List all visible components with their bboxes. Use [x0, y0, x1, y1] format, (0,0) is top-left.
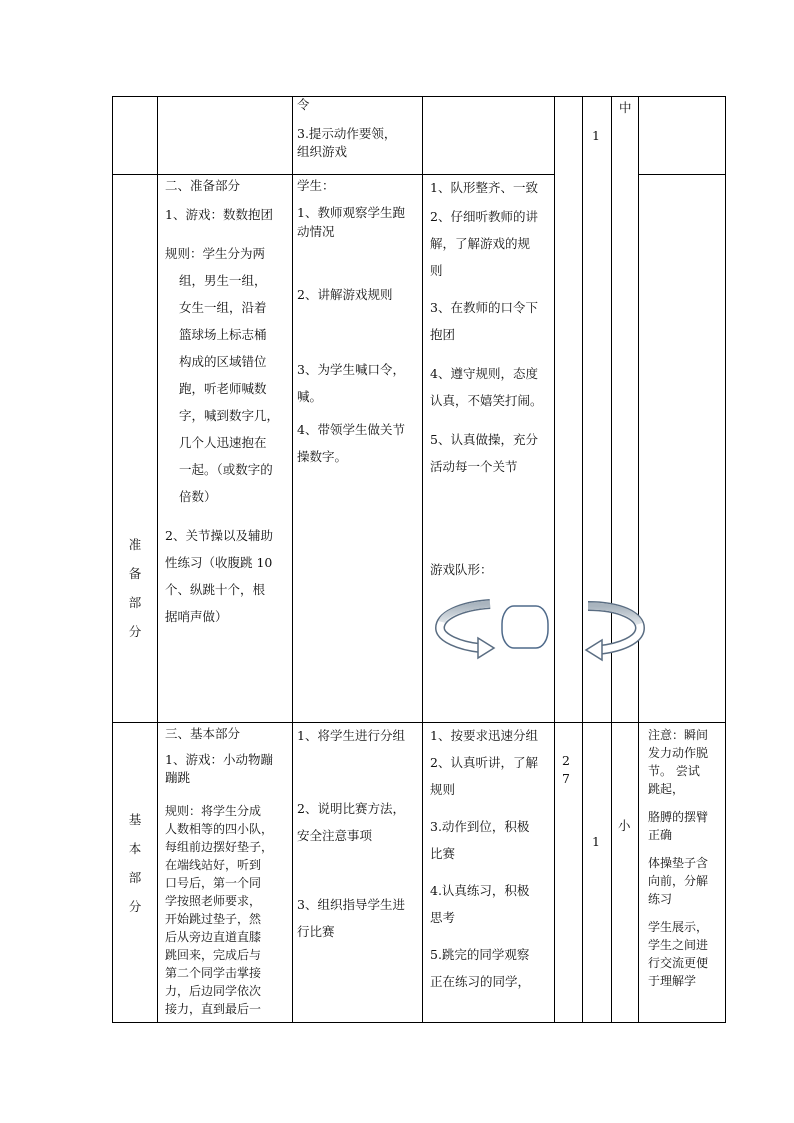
row3-time: 2 7: [562, 753, 570, 786]
circular-arrow-right-icon: [586, 606, 640, 660]
row1-content-cell: [297, 93, 419, 163]
text-line: 3.提示动作要领，: [297, 126, 397, 141]
text-line: 令: [297, 97, 310, 112]
row1-count: 1: [592, 128, 600, 143]
circular-arrow-left-icon: [440, 604, 494, 658]
text-line: 组织游戏: [297, 144, 348, 159]
row3-notes-cell: 注意：瞬间 发力动作脱 节。 尝试 跳起， 胳膊的摆臂 正确 体操垫子含 向前，分解 练习 学生展示， 学生之间进 行交流更便 于理解学: [648, 728, 709, 988]
section-label-prep: 准 备 部 分: [128, 537, 142, 639]
game-rules: 规则：将学生分成 人数相等的四小队， 每组前边摆好垫子， 在端线站好，听到 口号后，第一个同 学按照老师要求， 开始跳过垫子，然 后从旁边直道直膝 跳回来，完成后与 第二个同学击掌接 力，后边同学依次 接力，直到最后一: [165, 804, 274, 1016]
row2-student-cell: 1、队形整齐、一致 2、仔细听教师的讲 解，了解游戏的规 则 3、在教师的口令下 抱团 4、遵守规则，态度 认真，不嬉笑打闹。 5、认真做操，充分 活动每一个关节 游戏队形：: [430, 174, 554, 583]
game-title: 1、游戏：小动物蹦: [165, 752, 273, 767]
formation-box: [502, 606, 548, 648]
game-title: 1、游戏：数数抱团: [165, 207, 273, 222]
joint-exercise: 2、关节操以及辅助 性练习（收腹跳 10 个、纵跳十个，根 据哨声做）: [165, 528, 273, 624]
formation-diagram: [430, 596, 650, 668]
section-label-basic: 基 本 部 分: [128, 812, 142, 914]
game-rules: 规则：学生分为两 组，男生一组， 女生一组，沿着 篮球场上标志桶 构成的区域错位 跑，听老师喊数 字，喊到数字几， 几个人迅速抱在 一起。（或数字的 倍数）: [165, 246, 280, 504]
row3-intensity: 小: [618, 818, 631, 833]
row3-teacher-cell: 1、将学生进行分组 2、说明比赛方法， 安全注意事项 3、组织指导学生进 行比赛: [297, 728, 405, 939]
row2-content-cell: [165, 174, 289, 630]
section-heading: 三、基本部分: [165, 726, 241, 741]
row1-intensity: 中: [619, 100, 632, 115]
formation-label: 游戏队形：: [430, 562, 493, 577]
row3-content-cell: 三、基本部分 1、游戏：小动物蹦 蹦跳 规则：将学生分成 人数相等的四小队， 每组前边摆好垫子， 在端线站好，听到 口号后，第一个同 学按照老师要求， 开始跳过垫子，然 后从旁边直道直膝 跳回来，完成后与 第二个同学击掌接 力，后边同学依次 接力，直到最后一: [165, 722, 289, 1018]
row3-student-cell: 1、按要求迅速分组 2、认真听讲，了解 规则 3.动作到位，积极 比赛 4.认真练习，积极 思考 5.跳完的同学观察 正在练习的同学，: [430, 728, 538, 989]
row2-teacher-cell: 学生： 1、教师观察学生跑 动情况 2、讲解游戏规则 3、为学生喊口令， 喊。 4、带领学生做关节 操数字。: [297, 178, 405, 464]
section-heading: 二、准备部分: [165, 178, 241, 193]
row3-count: 1: [592, 834, 600, 849]
